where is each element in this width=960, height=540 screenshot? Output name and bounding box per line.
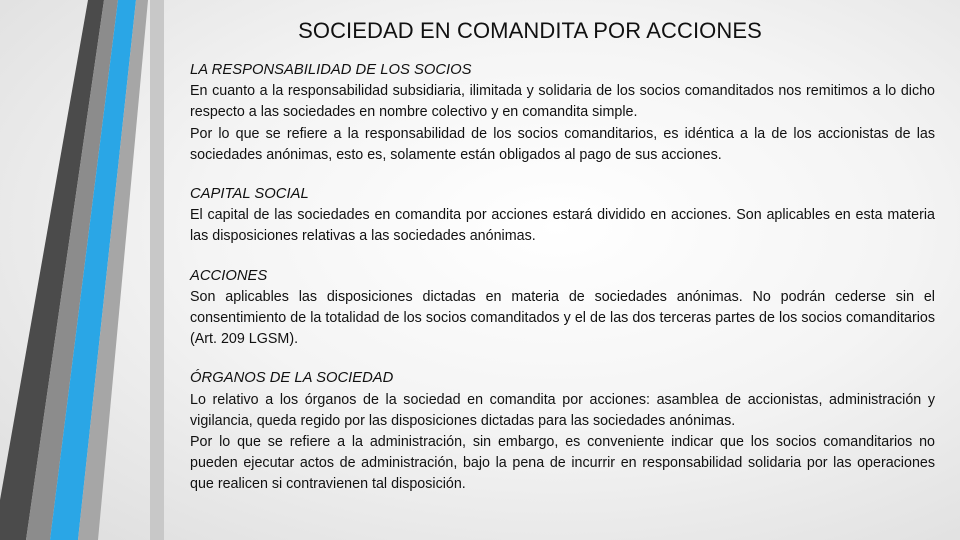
- section-heading: LA RESPONSABILIDAD DE LOS SOCIOS: [190, 62, 472, 78]
- section-heading: ACCIONES: [190, 267, 268, 284]
- section-paragraph: En cuanto a la responsabilidad subsidiaria, ilimitada y solidaria de los socios comanditados nos remitimos a lo dicho respecto a las sociedades en nombre colectivo y en comandita simple.: [190, 83, 935, 121]
- section-capital-social: [190, 184, 935, 248]
- section-paragraph: El capital de las sociedades en comandita por acciones estará dividido en acciones. Son aplicables en esta materia las disposiciones relativas a las sociedades anónimas.: [190, 207, 935, 245]
- section-paragraph: Son aplicables las disposiciones dictadas en materia de sociedades anónimas. No podrán cederse sin el consentimiento de la totalidad de los socios comanditados y el de las dos terceras partes de los socios comanditarios (Art. 209 LGSM).: [190, 288, 935, 348]
- slide-title: SOCIEDAD EN COMANDITA POR ACCIONES: [298, 18, 762, 43]
- section-organos: [190, 368, 935, 495]
- section-heading: ÓRGANOS DE LA SOCIEDAD: [190, 370, 394, 387]
- slide-content: [190, 60, 935, 496]
- section-acciones: [190, 266, 935, 351]
- section-responsabilidad: [190, 60, 935, 166]
- section-paragraph: Por lo que se refiere a la administración, sin embargo, es conveniente indicar que los socios comanditarios no pueden ejecutar actos de administración, bajo la pena de incurrir en responsabilidad solidaria por las operaciones que realicen si contravienen tal disposición.: [190, 434, 935, 493]
- decorative-stripes: [0, 0, 200, 540]
- stripe-light-right: [150, 0, 164, 540]
- section-heading: CAPITAL SOCIAL: [190, 186, 309, 203]
- section-paragraph: Por lo que se refiere a la responsabilidad de los socios comanditarios, es idéntica a la de los accionistas de las sociedades anónimas, esto es, solamente están obligados al pago de sus acciones.: [190, 125, 935, 163]
- section-paragraph: Lo relativo a los órganos de la sociedad en comandita por acciones: asamblea de accionistas, administración y vigilancia, queda regido por las disposiciones dictadas para las sociedades anónimas.: [190, 391, 935, 429]
